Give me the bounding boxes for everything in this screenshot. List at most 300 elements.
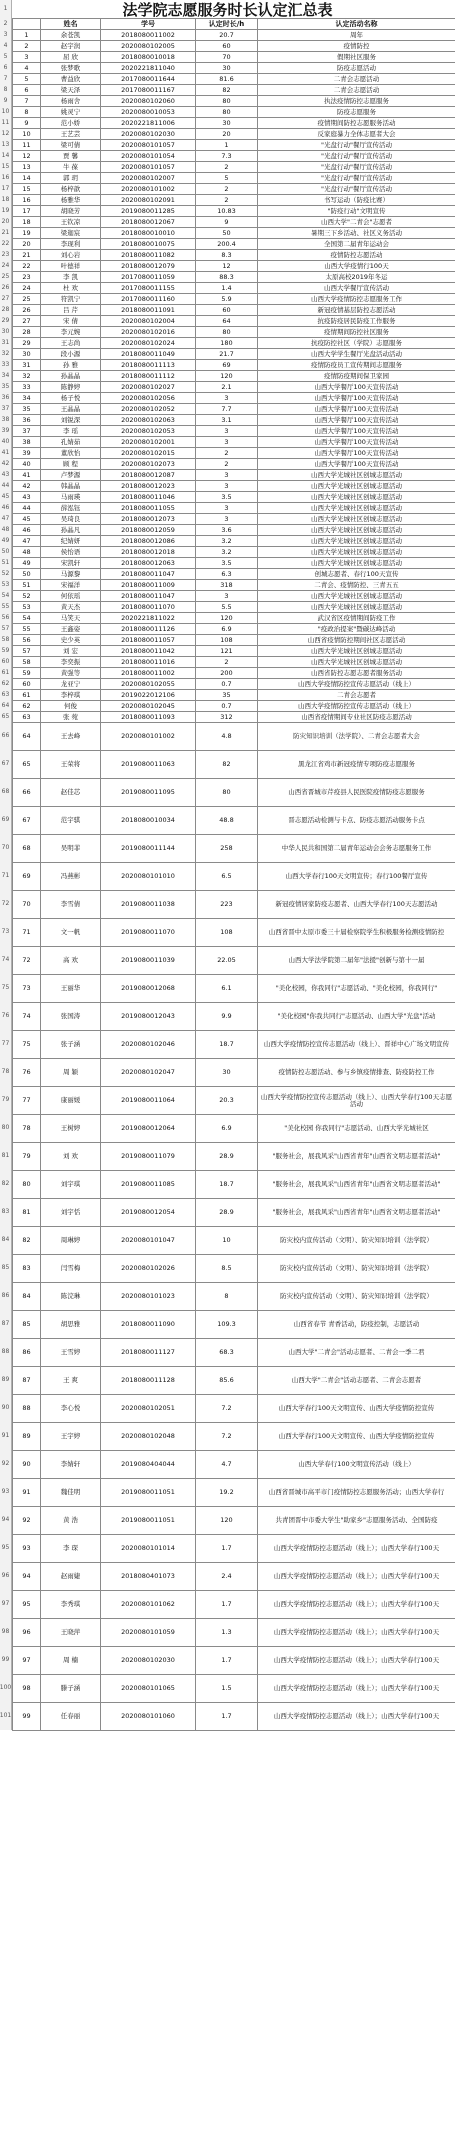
student-name-cell: 范小娇 — [41, 118, 101, 129]
student-name-cell: 孙 雅 — [41, 360, 101, 371]
table-row — [13, 514, 455, 525]
table-row — [13, 1087, 455, 1115]
student-id-cell: 2018080012067 — [101, 217, 196, 228]
activity-name-cell: 太原高校2019年冬运 — [258, 272, 455, 283]
row-index-cell: 9 — [13, 118, 41, 129]
row-number: 51 — [0, 557, 12, 568]
activity-name-cell: 山西大学餐厅100天宣传活动 — [258, 459, 455, 470]
row-number: 65 — [0, 711, 12, 722]
activity-name-cell: 防疫志愿服务 — [258, 107, 455, 118]
row-number: 31 — [0, 337, 12, 348]
student-id-cell: 2019080011095 — [101, 779, 196, 807]
student-name-cell: 李现利 — [41, 239, 101, 250]
table-row — [13, 525, 455, 536]
row-index-cell: 79 — [13, 1143, 41, 1171]
hours-cell: 109.3 — [196, 1311, 258, 1339]
table-row — [13, 173, 455, 184]
student-id-cell: 2020080102016 — [101, 327, 196, 338]
row-index-cell: 53 — [13, 602, 41, 613]
row-index-cell: 4 — [13, 63, 41, 74]
hours-cell: 108 — [196, 919, 258, 947]
row-index-cell: 31 — [13, 360, 41, 371]
student-name-cell: 梁迦宸 — [41, 228, 101, 239]
row-number: 60 — [0, 656, 12, 667]
activity-name-cell: 防灾校内宣传活动（文明）、防灾知识培训（法学院） — [258, 1283, 455, 1311]
activity-name-cell: 山西省晋城市芹疫县人民医院疫情防疫志愿服务 — [258, 779, 455, 807]
hours-cell: 2 — [196, 657, 258, 668]
hours-cell: 1.7 — [196, 1591, 258, 1619]
table-row — [13, 437, 455, 448]
hours-cell: 21.7 — [196, 349, 258, 360]
hours-cell: 10 — [196, 1227, 258, 1255]
activity-name-cell: 防灾校内宣传活动（文明）、防灾知识培训（法学院） — [258, 1255, 455, 1283]
student-id-cell: 2018080011113 — [101, 360, 196, 371]
hours-cell: 8.5 — [196, 1255, 258, 1283]
table-row — [13, 228, 455, 239]
table-row — [13, 140, 455, 151]
table-row — [13, 1283, 455, 1311]
row-number: 32 — [0, 348, 12, 359]
student-id-cell: 2017080011644 — [101, 74, 196, 85]
row-index-cell: 87 — [13, 1367, 41, 1395]
student-name-cell: 杨子悦 — [41, 393, 101, 404]
student-name-cell: 马源黎 — [41, 569, 101, 580]
student-name-cell: 顾 程 — [41, 459, 101, 470]
row-index-cell: 67 — [13, 807, 41, 835]
student-id-cell: 2018080011042 — [101, 646, 196, 657]
row-index-cell: 22 — [13, 261, 41, 272]
table-row — [13, 415, 455, 426]
table-row — [13, 1647, 455, 1675]
student-name-cell: 王去峰 — [41, 723, 101, 751]
row-index-cell: 54 — [13, 613, 41, 624]
student-id-cell: 2018080010034 — [101, 807, 196, 835]
student-id-cell: 2018080011009 — [101, 580, 196, 591]
student-id-cell: 2018080012073 — [101, 514, 196, 525]
row-number: 19 — [0, 205, 12, 216]
table-row — [13, 305, 455, 316]
student-id-cell: 2020221811022 — [101, 613, 196, 624]
student-name-cell: 王钦凉 — [41, 217, 101, 228]
hours-cell: 20 — [196, 129, 258, 140]
student-name-cell: 吴琦良 — [41, 514, 101, 525]
table-row — [13, 338, 455, 349]
student-id-cell: 2019080011051 — [101, 1507, 196, 1535]
row-index-cell: 8 — [13, 107, 41, 118]
student-id-cell: 2018080012087 — [101, 470, 196, 481]
student-name-cell: 宋凯轩 — [41, 558, 101, 569]
activity-name-cell: 山西大学光城社区创城志愿活动 — [258, 558, 455, 569]
row-index-cell: 91 — [13, 1479, 41, 1507]
row-index-cell: 17 — [13, 206, 41, 217]
row-number: 39 — [0, 425, 12, 436]
row-number: 30 — [0, 326, 12, 337]
table-row — [13, 807, 455, 835]
student-id-cell: 2018080011057 — [101, 635, 196, 646]
table-row — [13, 591, 455, 602]
row-index-cell: 75 — [13, 1031, 41, 1059]
activity-name-cell: 山西大学春行100天文明宣传；春行100餐厅宣传 — [258, 863, 455, 891]
row-number: 28 — [0, 304, 12, 315]
activity-name-cell: 山西大学疫情防控宣传志愿活动（线上）、山西大学春行100天志愿活动 — [258, 1087, 455, 1115]
row-number: 57 — [0, 623, 12, 634]
table-row — [13, 1423, 455, 1451]
student-id-cell: 2019080012068 — [101, 975, 196, 1003]
student-id-cell: 2018080011047 — [101, 569, 196, 580]
student-id-cell: 2020080102005 — [101, 41, 196, 52]
activity-name-cell: 反家庭暴力全体志愿者大会 — [258, 129, 455, 140]
row-index-cell: 49 — [13, 558, 41, 569]
row-index-cell: 40 — [13, 459, 41, 470]
row-number: 88 — [0, 1338, 12, 1366]
row-index-cell: 68 — [13, 835, 41, 863]
row-number: 58 — [0, 634, 12, 645]
hours-cell: 3.5 — [196, 558, 258, 569]
student-id-cell: 2020080101002 — [101, 184, 196, 195]
table-row — [13, 919, 455, 947]
hours-cell: 6.3 — [196, 569, 258, 580]
row-index-cell: 30 — [13, 349, 41, 360]
hours-cell: 3 — [196, 393, 258, 404]
row-index-cell: 35 — [13, 404, 41, 415]
table-row — [13, 371, 455, 382]
hours-cell: 312 — [196, 712, 258, 723]
hours-cell: 1.3 — [196, 1619, 258, 1647]
row-index-cell: 98 — [13, 1675, 41, 1703]
hours-cell: 3.2 — [196, 547, 258, 558]
row-number: 44 — [0, 480, 12, 491]
hours-cell: 3 — [196, 470, 258, 481]
hours-cell: 30 — [196, 1059, 258, 1087]
table-row — [13, 613, 455, 624]
activity-name-cell: "服务社会，展我风采"山西省青年"山西省文明志愿者活动" — [258, 1199, 455, 1227]
activity-name-cell: "服务社会，展我风采"山西省青年"山西省文明志愿者活动" — [258, 1171, 455, 1199]
student-name-cell: 胡晓芳 — [41, 206, 101, 217]
row-index-cell: 99 — [13, 1703, 41, 1731]
student-name-cell: 周 楠 — [41, 1647, 101, 1675]
row-index-cell: 34 — [13, 393, 41, 404]
row-index-cell: 64 — [13, 723, 41, 751]
student-id-cell: 2020080102051 — [101, 1395, 196, 1423]
student-name-cell: 范宇骐 — [41, 807, 101, 835]
row-index-cell: 23 — [13, 272, 41, 283]
row-index-cell: 38 — [13, 437, 41, 448]
row-number: 13 — [0, 139, 12, 150]
activity-name-cell: 山西大学餐厅100天宣传活动 — [258, 415, 455, 426]
row-number: 75 — [0, 974, 12, 1002]
student-id-cell: 2018080011046 — [101, 492, 196, 503]
row-number: 47 — [0, 513, 12, 524]
student-id-cell: 2020080102073 — [101, 459, 196, 470]
table-row — [13, 975, 455, 1003]
student-name-cell: 李雪倩 — [41, 891, 101, 919]
header-activity: 认定活动名称 — [258, 19, 455, 30]
student-name-cell: 符凯宁 — [41, 294, 101, 305]
row-index-cell: 41 — [13, 470, 41, 481]
activity-name-cell: 新冠疫情基层防控志愿活动 — [258, 305, 455, 316]
hours-cell: 80 — [196, 96, 258, 107]
activity-name-cell: 疫情期间防控志愿服务活动 — [258, 118, 455, 129]
activity-name-cell: "光盘行动"餐厅宣传活动 — [258, 184, 455, 195]
row-number: 92 — [0, 1450, 12, 1478]
table-row — [13, 1031, 455, 1059]
table-row — [13, 30, 455, 41]
row-number: 25 — [0, 271, 12, 282]
volunteer-hours-table — [12, 18, 455, 1731]
student-id-cell: 2020080101065 — [101, 1675, 196, 1703]
activity-name-cell: 山西大学光城社区创城志愿活动 — [258, 481, 455, 492]
activity-name-cell: 山西大学春行100天文明宣传、山西大学疫情防控宣传 — [258, 1423, 455, 1451]
row-number: 4 — [0, 40, 12, 51]
hours-cell: 6.9 — [196, 1115, 258, 1143]
student-id-cell: 2018080011002 — [101, 668, 196, 679]
activity-name-cell: 山西大学餐厅100天宣传活动 — [258, 393, 455, 404]
table-row — [13, 1535, 455, 1563]
student-id-cell: 2019080011079 — [101, 1143, 196, 1171]
sheet-title: 法学院志愿服务时长认定汇总表 — [0, 0, 455, 19]
table-row — [13, 151, 455, 162]
activity-name-cell: 山西大学春行100天文明宣传、山西大学疫情防控宣传 — [258, 1395, 455, 1423]
activity-name-cell: 暑期三下乡活动、社区义务活动 — [258, 228, 455, 239]
student-id-cell: 2018080011091 — [101, 305, 196, 316]
activity-name-cell: 山西大学光城社区创城志愿活动 — [258, 646, 455, 657]
row-index-cell: 88 — [13, 1395, 41, 1423]
student-id-cell: 2018080011127 — [101, 1339, 196, 1367]
activity-name-cell: "防疫行动"文明宣传 — [258, 206, 455, 217]
row-number: 99 — [0, 1646, 12, 1674]
row-index-cell: 37 — [13, 426, 41, 437]
activity-name-cell: 山西大学光城社区创城志愿活动 — [258, 514, 455, 525]
student-name-cell: 刘 欢 — [41, 1143, 101, 1171]
activity-name-cell: 山西大学学生餐厅光盘活动活动 — [258, 349, 455, 360]
student-name-cell: 周琳婷 — [41, 1227, 101, 1255]
hours-cell: 3 — [196, 426, 258, 437]
activity-name-cell: 山西大学疫情防控志愿活动（线上）；山西大学春行100天 — [258, 1703, 455, 1731]
activity-name-cell: 新冠疫情居家防疫志愿者、山西大学春行100天志愿活动 — [258, 891, 455, 919]
activity-name-cell: 黑龙江省鸡市新冠疫情专项防疫志愿服务 — [258, 751, 455, 779]
activity-name-cell: 山西大学光城社区创城志愿活动 — [258, 602, 455, 613]
row-index-cell: 94 — [13, 1563, 41, 1591]
row-number: 74 — [0, 946, 12, 974]
activity-name-cell: 山西省疫情防控期间社区志愿活动 — [258, 635, 455, 646]
student-id-cell: 2018080011093 — [101, 712, 196, 723]
student-name-cell: 李梓琪 — [41, 690, 101, 701]
student-id-cell: 2019080012043 — [101, 1003, 196, 1031]
row-number: 64 — [0, 700, 12, 711]
hours-cell: 2 — [196, 459, 258, 470]
row-number: 77 — [0, 1030, 12, 1058]
row-number: 21 — [0, 227, 12, 238]
table-row — [13, 1479, 455, 1507]
student-id-cell: 2018080011049 — [101, 349, 196, 360]
student-id-cell: 2020080102091 — [101, 195, 196, 206]
table-row — [13, 602, 455, 613]
row-number: 8 — [0, 84, 12, 95]
student-name-cell: 余苍凯 — [41, 30, 101, 41]
student-name-cell: 文一帆 — [41, 919, 101, 947]
table-row — [13, 947, 455, 975]
activity-name-cell: 山西大学光城社区创城志愿活动 — [258, 470, 455, 481]
row-index-cell: 32 — [13, 371, 41, 382]
hours-cell: 1 — [196, 140, 258, 151]
student-id-cell: 2019080011064 — [101, 1087, 196, 1115]
hours-cell: 108 — [196, 635, 258, 646]
row-index-cell: 39 — [13, 448, 41, 459]
row-index-cell: 66 — [13, 779, 41, 807]
student-name-cell: 刘心岩 — [41, 250, 101, 261]
table-row — [13, 272, 455, 283]
row-number: 23 — [0, 249, 12, 260]
student-id-cell: 2018080011055 — [101, 503, 196, 514]
student-id-cell: 2017080011167 — [101, 85, 196, 96]
table-row — [13, 393, 455, 404]
activity-name-cell: 山西大学"二青会"活动志愿者、二青会一季二君 — [258, 1339, 455, 1367]
student-id-cell: 2018080011047 — [101, 591, 196, 602]
student-id-cell: 2018080012018 — [101, 547, 196, 558]
hours-cell: 6.1 — [196, 975, 258, 1003]
activity-name-cell: 假期社区服务 — [258, 52, 455, 63]
activity-name-cell: 周年 — [258, 30, 455, 41]
student-name-cell: 王艺芸 — [41, 129, 101, 140]
student-id-cell: 2019022012106 — [101, 690, 196, 701]
hours-cell: 82 — [196, 751, 258, 779]
student-id-cell: 2020080102007 — [101, 173, 196, 184]
activity-name-cell: 共青团晋中市委大学生"助家乡"志愿服务活动、全国防疫 — [258, 1507, 455, 1535]
activity-name-cell: 山西大学疫情防控志愿活动（线上）；山西大学春行100天 — [258, 1619, 455, 1647]
row-number: 7 — [0, 73, 12, 84]
activity-name-cell: 山西大学疫情防控宣传志愿活动（线上） — [258, 679, 455, 690]
student-name-cell: 曹益欣 — [41, 74, 101, 85]
table-row — [13, 536, 455, 547]
row-index-cell: 26 — [13, 305, 41, 316]
activity-name-cell: "疫政治提案"暨碳达峰活动 — [258, 624, 455, 635]
hours-cell: 3.6 — [196, 525, 258, 536]
hours-cell: 5.5 — [196, 602, 258, 613]
student-id-cell: 2020080101054 — [101, 151, 196, 162]
table-row — [13, 668, 455, 679]
activity-name-cell: "服务社会，展我风采"山西省青年"山西省文明志愿者活动" — [258, 1143, 455, 1171]
table-row — [13, 250, 455, 261]
activity-name-cell: 疫情防疫期间保卫家园 — [258, 371, 455, 382]
hours-cell: 19.2 — [196, 1479, 258, 1507]
row-index-cell: 58 — [13, 657, 41, 668]
row-index-cell: 28 — [13, 327, 41, 338]
student-name-cell: 李 凯 — [41, 272, 101, 283]
table-row — [13, 360, 455, 371]
row-number: 1 — [0, 0, 12, 18]
table-row — [13, 129, 455, 140]
row-number: 85 — [0, 1254, 12, 1282]
student-name-cell: 王晓萍 — [41, 1619, 101, 1647]
row-index-cell: 27 — [13, 316, 41, 327]
student-name-cell: 梁可倩 — [41, 140, 101, 151]
student-name-cell: 杜 欢 — [41, 283, 101, 294]
student-id-cell: 2018080011016 — [101, 657, 196, 668]
row-number: 26 — [0, 282, 12, 293]
activity-name-cell: 抗疫防疫居民防疫工作服务 — [258, 316, 455, 327]
table-row — [13, 1143, 455, 1171]
activity-name-cell: 山西大学疫情防控志愿活动（线上）；山西大学春行100天 — [258, 1647, 455, 1675]
activity-name-cell: 防灾知识培训（法学院）、二青会志愿者大会 — [258, 723, 455, 751]
row-index-cell: 3 — [13, 52, 41, 63]
hours-cell: 82 — [196, 85, 258, 96]
student-name-cell: 刘锐深 — [41, 415, 101, 426]
row-index-cell: 21 — [13, 250, 41, 261]
table-row — [13, 679, 455, 690]
student-name-cell: 宋福洋 — [41, 580, 101, 591]
student-id-cell: 2018080401073 — [101, 1563, 196, 1591]
student-id-cell: 2020080101014 — [101, 1535, 196, 1563]
row-number: 15 — [0, 161, 12, 172]
row-number: 98 — [0, 1618, 12, 1646]
student-id-cell: 2019080012064 — [101, 1115, 196, 1143]
student-id-cell: 2018080011070 — [101, 602, 196, 613]
row-index-cell: 85 — [13, 1311, 41, 1339]
row-index-cell: 25 — [13, 294, 41, 305]
hours-cell: 7.7 — [196, 404, 258, 415]
header-student-id: 学号 — [101, 19, 196, 30]
activity-name-cell: 山西大学餐厅100天宣传活动 — [258, 426, 455, 437]
table-row — [13, 470, 455, 481]
student-name-cell: 孙晶凡 — [41, 525, 101, 536]
hours-cell: 85.6 — [196, 1367, 258, 1395]
row-number: 42 — [0, 458, 12, 469]
hours-cell: 3 — [196, 591, 258, 602]
table-row — [13, 503, 455, 514]
hours-cell: 80 — [196, 327, 258, 338]
hours-cell: 4.8 — [196, 723, 258, 751]
table-row — [13, 1115, 455, 1143]
row-index-cell: 1 — [13, 30, 41, 41]
student-name-cell: 何俊 — [41, 701, 101, 712]
activity-name-cell: 山西大学疫情防控宣传志愿活动（线上） — [258, 701, 455, 712]
student-name-cell: 刘 宏 — [41, 646, 101, 657]
table-row — [13, 1675, 455, 1703]
table-row — [13, 1311, 455, 1339]
activity-name-cell: 书写运动（防疫比赛） — [258, 195, 455, 206]
row-number: 91 — [0, 1422, 12, 1450]
student-id-cell: 2020080101023 — [101, 1283, 196, 1311]
activity-name-cell: 二青会志愿者 — [258, 690, 455, 701]
activity-name-cell: 山西大学疫情防控志愿活动（线上）；山西大学春行100天 — [258, 1591, 455, 1619]
row-number: 22 — [0, 238, 12, 249]
table-row — [13, 481, 455, 492]
hours-cell: 1.7 — [196, 1647, 258, 1675]
student-id-cell: 2020221811040 — [101, 63, 196, 74]
activity-name-cell: 疫情防控志愿活动、参与乡镇疫情排查、防疫防控工作 — [258, 1059, 455, 1087]
hours-cell: 9 — [196, 217, 258, 228]
table-row — [13, 206, 455, 217]
row-number: 49 — [0, 535, 12, 546]
student-id-cell: 2018080012079 — [101, 261, 196, 272]
hours-cell: 200.4 — [196, 239, 258, 250]
student-id-cell: 2019080012054 — [101, 1199, 196, 1227]
hours-cell: 3 — [196, 514, 258, 525]
student-id-cell: 2019080404044 — [101, 1451, 196, 1479]
row-number: 18 — [0, 194, 12, 205]
row-index-cell: 24 — [13, 283, 41, 294]
student-id-cell: 2017080011160 — [101, 294, 196, 305]
row-index-cell: 14 — [13, 173, 41, 184]
row-number: 72 — [0, 890, 12, 918]
row-number: 38 — [0, 414, 12, 425]
table-row — [13, 74, 455, 85]
table-row — [13, 580, 455, 591]
student-name-cell: 陈浣琳 — [41, 1283, 101, 1311]
table-row — [13, 1003, 455, 1031]
student-name-cell: 牛 葆 — [41, 162, 101, 173]
student-name-cell: 赵宇润 — [41, 41, 101, 52]
